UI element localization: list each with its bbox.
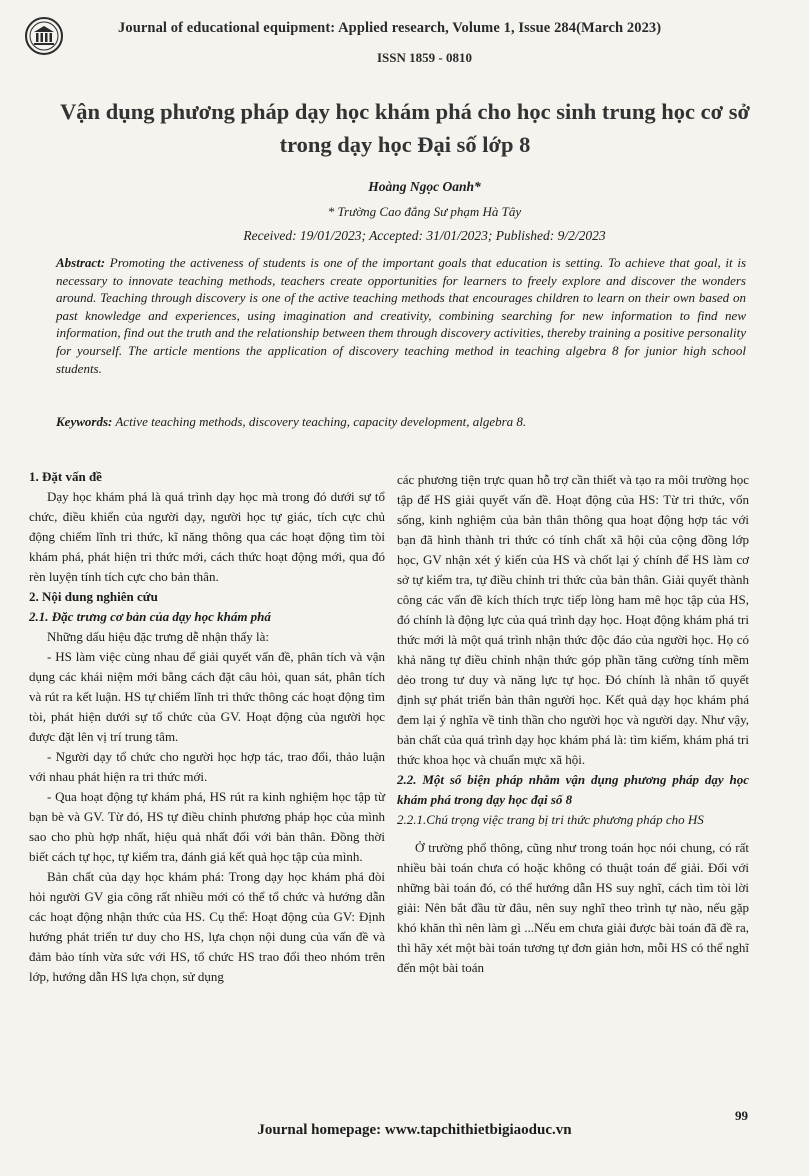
keywords-text: Active teaching methods, discovery teaching, capacity development, algebra 8. bbox=[112, 414, 527, 429]
paragraph: các phương tiện trực quan hỗ trợ cần thiết và tạo ra môi trường học tập để HS giải quyết vấn đề. Hoạt động của HS: Từ tri thức, vốn sống, kinh nghiệm của bản thân thông qua hoạt động hợp tác với bạn đã hình thành tri thức có tính chất xã hội của cộng đồng lớp học, GV nhận xét ý kiến của HS và chốt lại ý chính để HS làm cơ sở tự kiểm tra, tự điều chỉnh tri thức của bản thân. Giải quyết thành công các vấn đề kích thích trực tiếp lòng ham mê học tập của HS, đó chính là động lực của quá trình dạy học. Hoạt động khám phá tri thức mới là một quá trình nhận thức độc đáo của người học. Họ có khả năng tự điều chỉnh nhận thức góp phần tăng cường tính mềm dẻo trong tư duy và năng lực tự học. Đó chính là nhân tố quyết định sự phát triển bản thân người học. Kết quả dạy học khám phá đem lại ý nghĩa về tinh thần cho người học và người dạy. Như vậy, bản chất của quá trình dạy học khám phá là: tìm kiếm, khám phá tri thức khoa học và chuẩn mực xã hội. bbox=[397, 472, 749, 767]
left-column bbox=[29, 467, 385, 987]
journal-homepage[interactable]: Journal homepage: www.tapchithietbigiaoduc.vn bbox=[257, 1122, 572, 1138]
subsection-heading-2-2-1: 2.2.1.Chú trọng việc trang bị tri thức phương pháp cho HS bbox=[397, 812, 704, 827]
abstract-text: Promoting the activeness of students is one of the important goals that education is setting. To achieve that goal, it is necessary to innovate teaching methods, teachers create opportunities for learners to freely explore and discover the wonders around. Teaching through discovery is one of the active teaching methods that encourages children to learn on their own based on past knowledge and experiences, using imagination and creativity, combining searching for new information to find new information, find out the truth and the relationship between them through discovery activities, thereby training a positive personality for yourself. The article mentions the application of discovery teaching method in teaching algebra 8 for junior high school students. bbox=[56, 255, 746, 376]
keywords-label: Keywords: bbox=[56, 414, 113, 429]
subsection-heading-2-2: 2.2. Một số biện pháp nhằm vận dụng phương pháp dạy học khám phá trong dạy học đại số 8 bbox=[397, 772, 749, 807]
section-heading-2: 2. Nội dung nghiên cứu bbox=[29, 589, 158, 604]
paragraph: Những dấu hiệu đặc trưng dễ nhận thấy là: bbox=[47, 629, 270, 644]
section-heading-1: 1. Đặt vấn đề bbox=[29, 469, 102, 484]
paragraph: - HS làm việc cùng nhau để giải quyết vấn đề, phân tích và vận dụng các khái niệm mới bằng cách đặt câu hỏi, quan sát, phân tích và rút ra kết luận. HS tự chiếm lĩnh tri thức thông các hoạt động tìm tòi, phát hiện dưới sự tổ chức của GV. Hoạt động của người học được đặt lên vị trí trung tâm. bbox=[29, 649, 385, 744]
paragraph: - Qua hoạt động tự khám phá, HS rút ra kinh nghiệm học tập từ bạn bè và GV. Từ đó, HS tự điều chỉnh phương pháp học của mình sao cho phù hợp nhất, hiệu quả nhất đối với bản thân. Đồng thời biết cách tự học, tự kiểm tra, đánh giá kết quả học tập của mình. bbox=[29, 789, 385, 864]
abstract bbox=[56, 254, 746, 377]
article-title: Vận dụng phương pháp dạy học khám phá cho học sinh trung học cơ sở trong dạy học Đại số lớp 8 bbox=[60, 99, 750, 157]
abstract-label: Abstract: bbox=[56, 255, 106, 270]
keywords bbox=[56, 414, 746, 430]
article-dates: Received: 19/01/2023; Accepted: 31/01/2023; Published: 9/2/2023 bbox=[243, 228, 606, 243]
right-column bbox=[397, 470, 749, 978]
paragraph: Bản chất của dạy học khám phá: Trong dạy học khám phá đòi hỏi người GV gia công rất nhiều mới có thể tổ chức và hướng dẫn các hoạt động nhận thức của HS. Cụ thể: Hoạt động của GV: Định hướng phát triển tư duy cho HS, lựa chọn nội dung của vấn đề và đảm bảo tính vừa sức với HS, tổ chức HS trao đổi theo nhóm trên lớp, hướng dẫn HS lựa chọn, sử dụng bbox=[29, 869, 385, 984]
page-number: 99 bbox=[735, 1108, 748, 1123]
paragraph: - Người dạy tổ chức cho người học hợp tác, trao đổi, thảo luận với nhau phát hiện ra tri thức mới. bbox=[29, 749, 385, 784]
journal-header: Journal of educational equipment: Applied research, Volume 1, Issue 284(March 2023) bbox=[118, 20, 662, 36]
paragraph: Ở trường phổ thông, cũng như trong toán học nói chung, có rất nhiều bài toán chưa có hoặc không có thuật toán để giải. Đối với những bài toán đó, có thể hướng dẫn HS suy nghĩ, cách tìm tòi lời giải: Nên bắt đầu từ đâu, nên suy nghĩ theo trình tự nào, nếu gặp khó khăn thì nên làm gì ...Nếu em chưa giải được bài toán đã đề ra, thì hãy xét một bài toán tương tự đơn giản hơn, mỗi HS có thể nghĩ đến một bài toán bbox=[397, 840, 749, 975]
subsection-heading-2-1: 2.1. Đặc trưng cơ bản của dạy học khám phá bbox=[29, 609, 271, 624]
paragraph: Dạy học khám phá là quá trình dạy học mà trong đó dưới sự tổ chức, điều khiển của người dạy, người học tự giác, tích cực chủ động chiếm lĩnh tri thức, kĩ năng thông qua các hoạt động tìm tòi khám phá, phát hiện tri thức mới, cách thức hoạt động mới, qua đó rèn luyện tính tích cực cho bản thân. bbox=[29, 489, 385, 584]
author: Hoàng Ngọc Oanh* bbox=[368, 179, 481, 194]
affiliation: * Trường Cao đẳng Sư phạm Hà Tây bbox=[327, 204, 522, 219]
issn: ISSN 1859 - 0810 bbox=[377, 50, 472, 65]
